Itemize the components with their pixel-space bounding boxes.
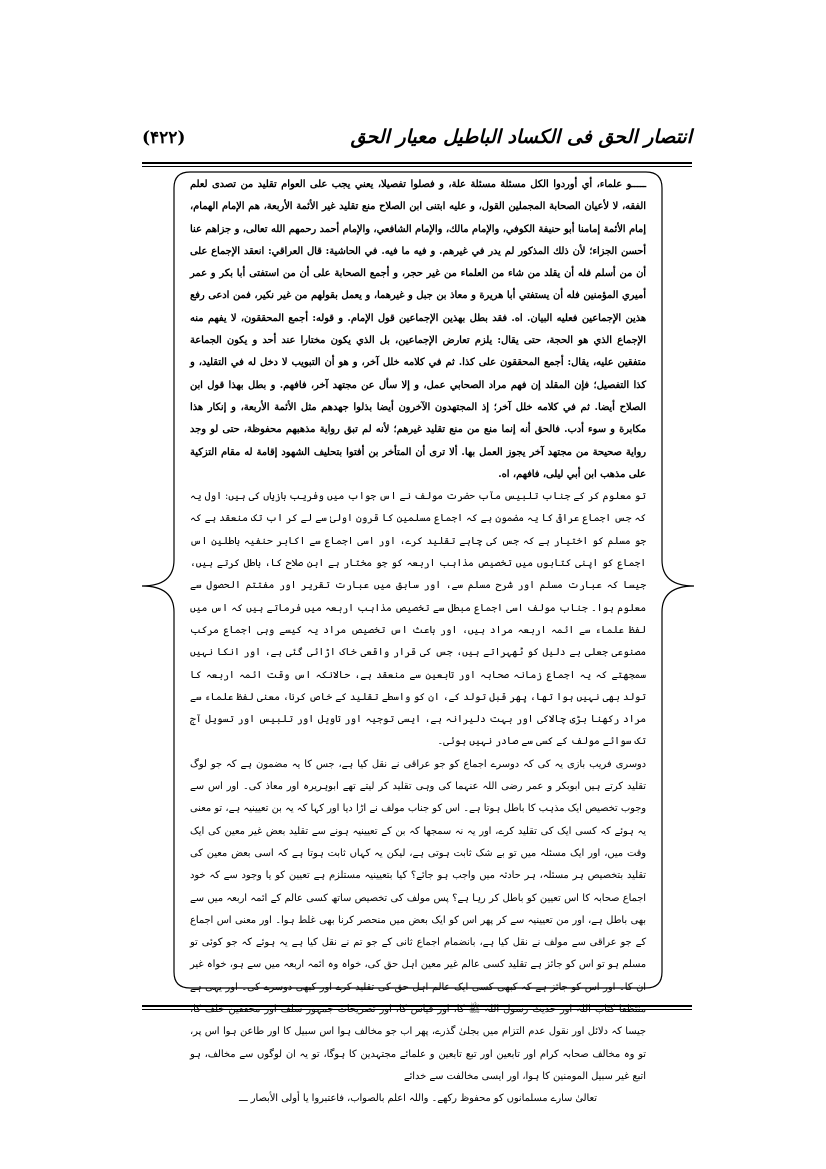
page-body [190, 174, 646, 1105]
closing-line: تعالیٰ سارے مسلمانوں کو محفوظ رکھے۔ واللہ اعلم بالصواب، فاعتبروا یا أولی الأبصار ـــ [239, 1093, 597, 1105]
book-title: انتصار الحق فی الکساد الباطیل معیار الحق [350, 126, 692, 148]
page-number: (۴۲۲) [142, 128, 186, 148]
urdu-paragraph-first-deception: تو معلوم کر کے جناب تلبیس مآب حضرت مولف نے اس جواب میں وفریب بازیاں کی ہیں: اول یہ کہ جس اجماع عراقی کا یہ مضمون ہے کہ اجماع مسلمین کا قرونِ اولیٰ سے لے کر اب تک منعقد ہے کہ جو مسلم کو اختیار ہے کہ جس کی چاہے تقلید کرے، اور اسی اجماع سے اکابر حنفیہ باطلین اس اجماع کو اپنی کتابوں میں تخصیص مذاہب اربعہ کو جو مختار ہے ابن صلاح کا، باطل کرتے ہیں، جیسا کہ عبارت مسلم اور شرح مسلم سے، اور سابق میں عبارت تقریر اور مفتتم الحصول سے معلوم ہوا۔ جناب مولف اسی اجماع مبطل سے تخصیص مذاہب اربعہ میں فرماتے ہیں کہ اس میں لفظ علماء سے ائمہ اربعہ مراد ہیں، اور باعث اس تخصیص مراد یہ کیسے وہی اجماع مرکب مصنوعی جعلی بے دلیل کو ٹھہراتے ہیں، جس کی قرار واقعی خاک اڑائی گئی ہے، اور انکا نہیں سمجھتے کہ یہ اجماع زمانہ صحابہ اور تابعین سے منعقد ہے، حالانکہ اس وقت ائمہ اربعہ کا تولد بھی نہیں ہوا تھا، پھر قبل تولد کے، ان کو واسطے تقلید کے خاص کرنا، معنی لفظ علماء سے مراد رکھنا بڑی چالاکی اور بہت دلیرانہ ہے، ایسی توجیہ اور تاویل اور تلبیس اور تسویل آج تک سوائے مولف کے کسی سے صادر نہیں ہوئی۔ [190, 491, 646, 748]
urdu-paragraph-second-deception: دوسری فریب بازی یہ کی کہ دوسرے اجماع کو جو عراقی نے نقل کیا ہے، جس کا یہ مضمون ہے کہ جو لوگ تقلید کرتے ہیں ابوبکر و عمر رضی اللہ عنہما کی وہی تقلید کر لیتے تھے ابوہریرہ اور معاذ کی۔ اور اس سے وجوب تخصیص ایک مذہب کا باطل ہوتا ہے۔ اس کو جناب مولف نے اڑا دیا اور کہا کہ یہ بن تعیینیہ ہے، تو معنی یہ ہوئے کہ کسی ایک کی تقلید کرے، اور یہ نہ سمجھا کہ بن کے تعیینیہ ہونے سے تقلید بعض غیر معین کی ایک وقت میں، اور ایک مسئلہ میں تو بے شک ثابت ہوتی ہے، لیکن یہ کہاں ثابت ہوتا ہے کہ اسی بعض معین کی تقلید بتخصیص ہر مسئلہ، ہر حادثہ میں واجب ہو جائے؟ کیا بتعیینیہ مستلزم ہے تعیین کو یا وجود سے کہ خود اجماع صحابہ کا اس تعیین کو باطل کر رہا ہے؟ پس مولف کی تخصیص ساتھ کسی عالم کے ائمہ اربعہ میں سے بھی باطل ہے، اور من تعیینیہ سے کر پھر اس کو ایک بعض میں منحصر کرنا بھی غلط ہوا۔ اور معنی اس اجماع کے جو عراقی سے مولف نے نقل کیا ہے، بانضمام اجماع ثانی کے جو تم نے نقل کیا ہے یہ ہوئے کہ جو کوئی تو مسلم ہو تو اس کو جائز ہے تقلید کسی عالم غیر معین اہل حق کی، خواہ وہ ائمہ اربعہ میں سے ہو، خواہ غیر ان کا۔ اور اس کو جائز ہے کہ کبھی کسی ایک عالم اہل حق کی تقلید کرے اور کبھی دوسرے کی۔ اور یہی ہے منتظفا کتاب اللہ اور حدیث رسول اللہ ﷺ کا، اور قیاس کا، اور تصریحات جمہور سلف اور محققین خلف کا، جیسا کہ دلائل اور نقول عدم التزام میں بجلیٰ گذرے، پھر اب جو مخالف ہوا اس سبیل کا اور طاعن ہوا اس پر، تو وہ مخالف صحابہ کرام اور تابعین اور تبع تابعین و علمائے مجتہدین کا ہوگا، تو یہ ان لوگوں سے مخالف، ہو اتبع غیر سبیل المومنین کا ہوا، اور ایسی مخالفت سے خدائے [190, 758, 646, 1082]
footer-rule [142, 1005, 692, 1010]
arabic-quotation-paragraph: ـــــو علماء، أي أوردوا الكل مسئلة مسئلة علة، و فصلوا تفصيلا، يعني يجب على العوام تقليد من تصدى لعلم الفقه، لا لأعيان الصحابة المجملين القول، و عليه ابتنى ابن الصلاح منع تقليد غير الأئمة الأربعة، هم الإمام الهمام، إمام الأئمة إمامنا أبو حنيفة الكوفي، والإمام مالك، والإمام الشافعي، والإمام أحمد رحمهم الله تعالى، و جزاهم عنا أحسن الجزاء؛ لأن ذلك المذكور لم يدر في غيرهم. و فيه ما فيه. في الحاشية: قال العراقي: انعقد الإجماع على أن من أسلم فله أن يقلد من شاء من العلماء من غير حجر، و أجمع الصحابة على أن من استفتى أبا بكر و عمر أميري المؤمنين فله أن يستفتي أبا هريرة و معاذ بن جبل و غيرهما، و يعمل بقولهم من غير نكير، فمن ادعى رفع هذين الإجماعين فعليه البيان. اه. فقد بطل بهذين الإجماعين قول الإمام. و قوله: أجمع المحققون، لا يفهم منه الإجماع الذي هو الحجة، حتى يقال: يلزم تعارض الإجماعين، بل الذي يكون مختارا عند أحد و يكون الجماعة متفقين عليه، يقال: أجمع المحققون على كذا. ثم في كلامه خلل آخر، و هو أن التبويب لا دخل له في التقليد، و كذا التفصيل؛ فإن المقلد إن فهم مراد الصحابي عمل، و إلا سأل عن مجتهد آخر، فافهم. و بطل بهذا قول ابن الصلاح أيضا. ثم في كلامه خلل آخر؛ إذ المجتهدون الآخرون أيضا بذلوا جهدهم مثل الأئمة الأربعة، و إنكار هذا مكابرة و سوء أدب. فالحق أنه إنما منع من منع تقليد غيرهم؛ لأنه لم تبق رواية مذهبهم محفوظة، حتى لو وجد رواية صحيحة من مجتهد آخر يجوز العمل بها. ألا ترى أن المتأخر بن أفتوا بتحليف الشهود إقامة له مقام التزكية على مذهب ابن أبي ليلى، فافهم، اه. [190, 179, 646, 480]
